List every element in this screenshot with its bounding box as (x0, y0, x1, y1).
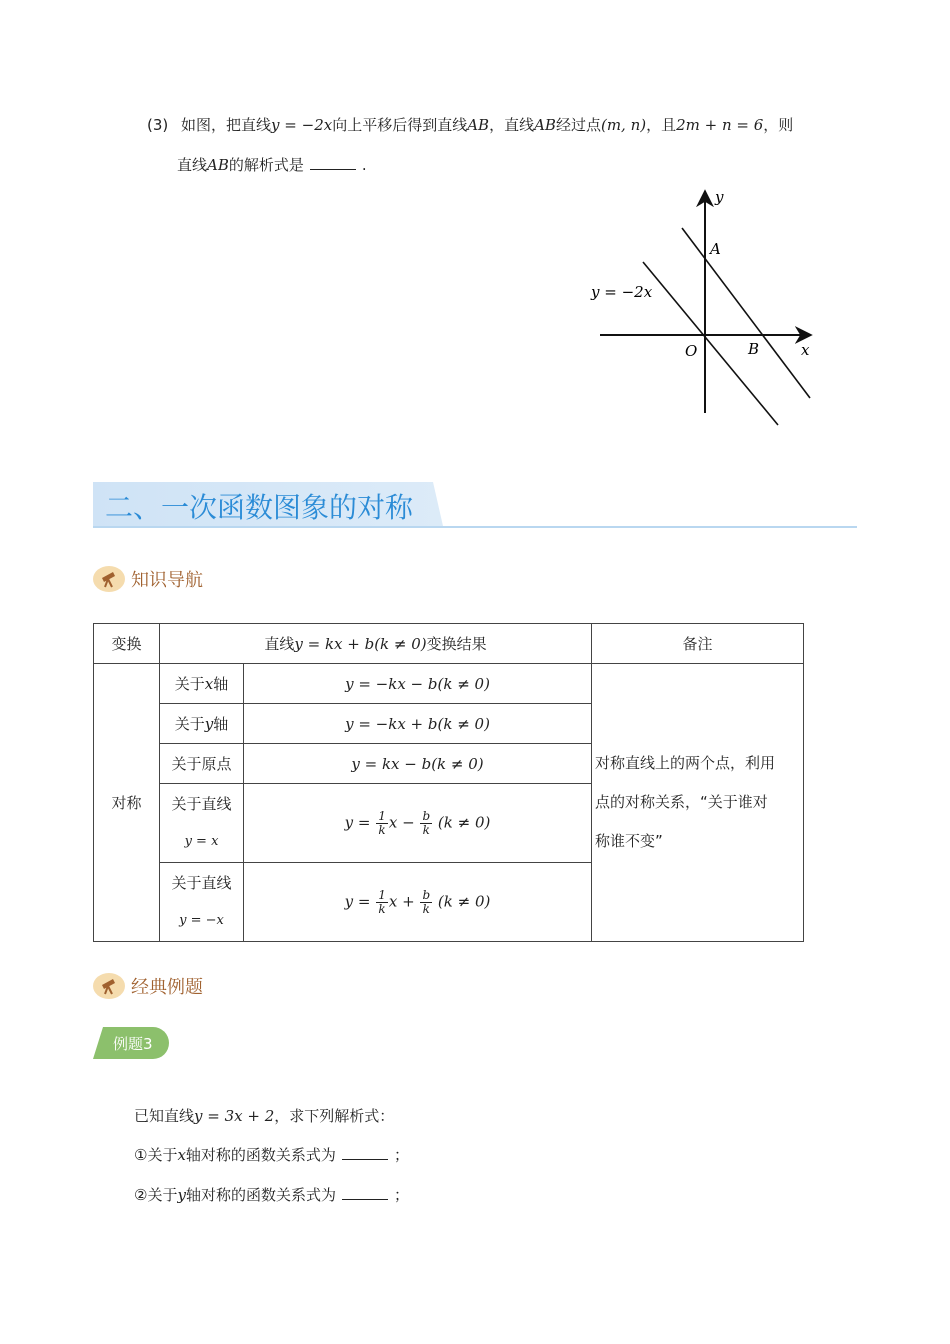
header-note: 备注 (592, 624, 804, 664)
row-result: y = −kx + b(k ≠ 0) (244, 704, 592, 744)
row-result: y = −kx − b(k ≠ 0) (244, 664, 592, 704)
section-rule (93, 526, 857, 528)
point-b-label: B (748, 340, 760, 358)
telescope-icon (93, 973, 125, 999)
section-header (93, 482, 857, 528)
row-result: y = kx − b(k ≠ 0) (244, 744, 592, 784)
point-a-label: A (710, 240, 721, 258)
row-label: 关于x轴 (160, 664, 244, 704)
answer-blank[interactable] (342, 1145, 388, 1160)
row-result: y = $\frac{1}{k}$ x + $\frac{b}{k}$ (k ≠ 0) (244, 863, 592, 942)
row-label: 关于直线 y = −x (160, 863, 244, 942)
row-label: 关于y轴 (160, 704, 244, 744)
example-tag: 例题3 (93, 1027, 169, 1059)
row-label: 关于原点 (160, 744, 244, 784)
row-label: 关于直线 y = x (160, 784, 244, 863)
problem-3-line-2: 直线AB的解析式是 . (177, 156, 367, 174)
example-question-1: ①关于x轴对称的函数关系式为 ； (134, 1146, 409, 1164)
example-question-2: ②关于y轴对称的函数关系式为 ； (134, 1186, 409, 1204)
telescope-icon (93, 566, 125, 592)
line-ab (682, 228, 810, 398)
y-axis-label: y (715, 188, 724, 206)
problem-number: (3) (147, 116, 169, 134)
answer-blank[interactable] (310, 155, 356, 170)
coordinate-figure (585, 185, 825, 435)
symmetry-table (93, 623, 804, 942)
origin-label: O (685, 342, 698, 360)
table-row (94, 664, 804, 704)
x-axis-label: x (801, 341, 810, 359)
row-result: y = $\frac{1}{k}$ x − $\frac{b}{k}$ (k ≠ 0) (244, 784, 592, 863)
note-cell: 对称直线上的两个点，利用 点的对称关系，“关于谁对 称谁不变” (592, 664, 804, 942)
knowledge-heading: 知识导航 (93, 566, 203, 592)
table-header-row (94, 624, 804, 664)
example-intro: 已知直线y = 3x + 2，求下列解析式： (134, 1107, 395, 1125)
category-cell: 对称 (94, 664, 160, 942)
classic-heading: 经典例题 (93, 973, 203, 999)
header-transform: 变换 (94, 624, 160, 664)
section-title: 二、一次函数图象的对称 (105, 491, 414, 524)
answer-blank[interactable] (342, 1185, 388, 1200)
problem-3-line-1: (3) 如图，把直线y = −2x向上平移后得到直线AB，直线AB经过点(m, n)，且2m + n = 6，则 (147, 116, 794, 134)
line-label: y = −2x (591, 283, 653, 301)
header-result: 直线y = kx + b(k ≠ 0)变换结果 (160, 624, 592, 664)
